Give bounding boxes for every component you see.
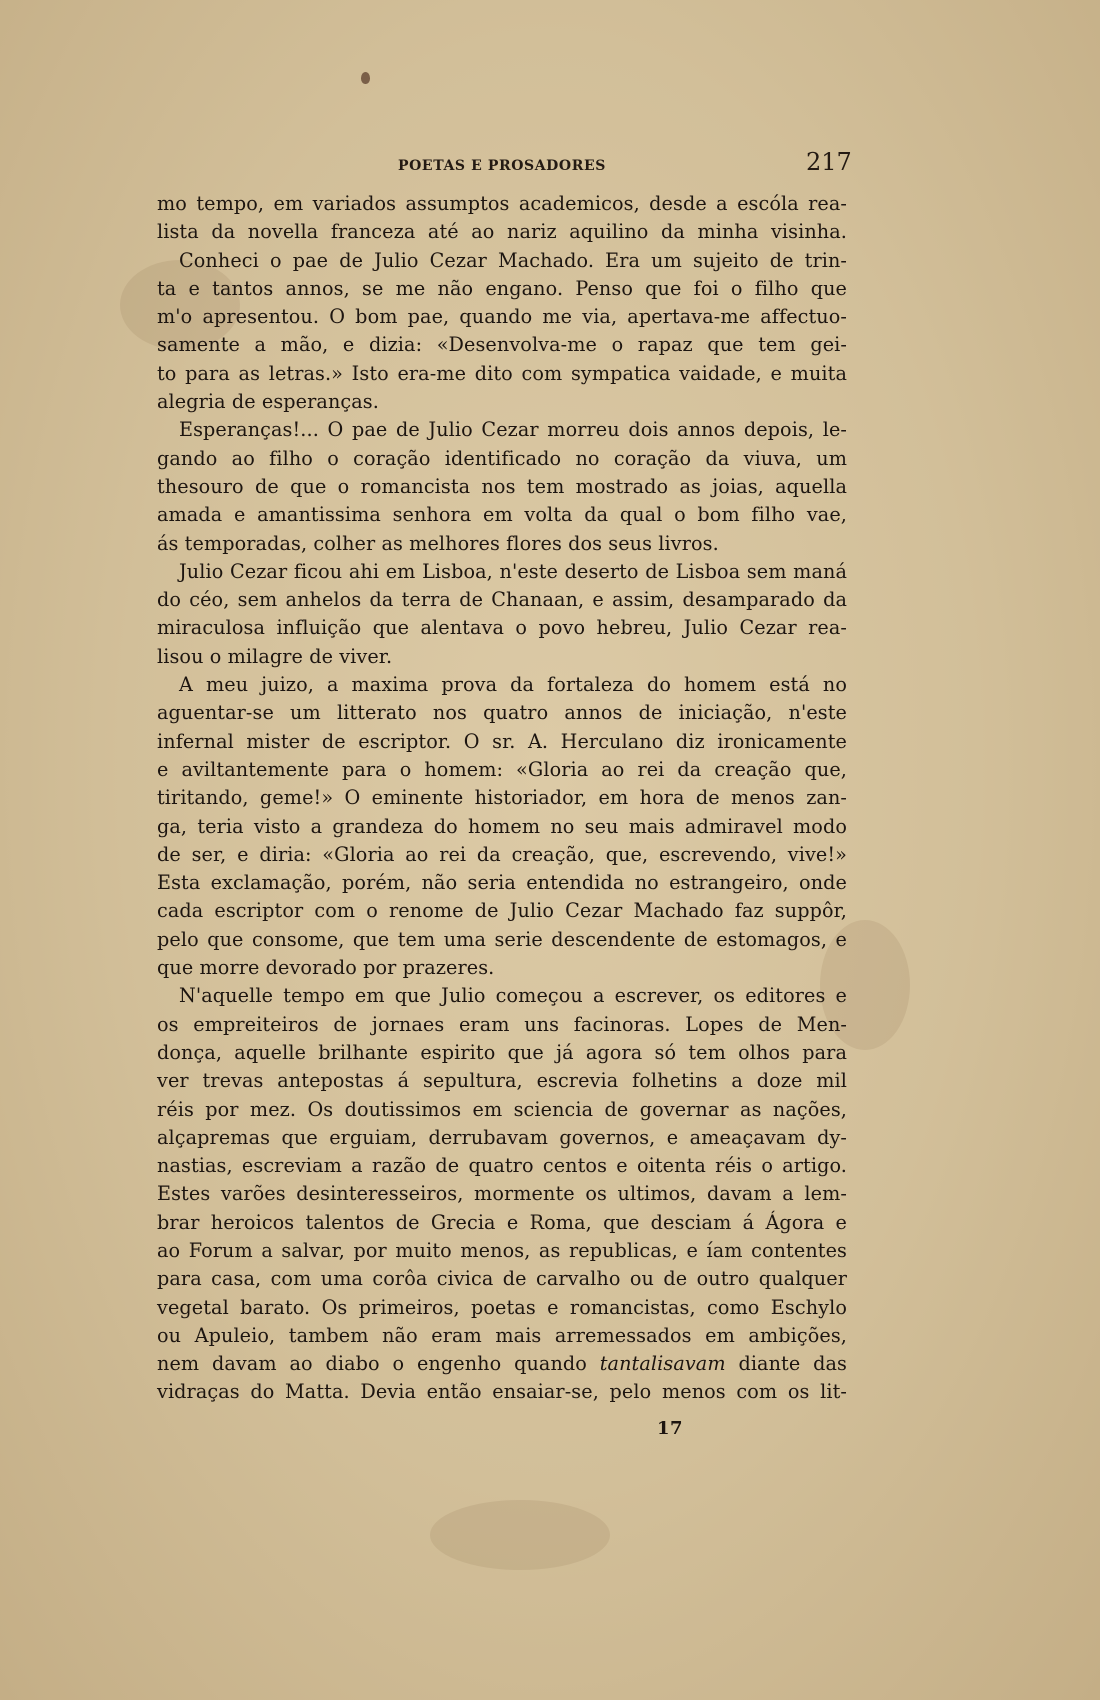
- text-segment: diante das: [725, 1352, 847, 1376]
- text-line: e aviltantemente para o homem: «Gloria ao rei da creação que,: [157, 757, 847, 781]
- text-line-with-italic: [157, 1350, 847, 1378]
- text-line: Esta exclamação, porém, não seria entendida no estrangeiro, onde: [157, 871, 847, 895]
- text-line: samente a mão, e dizia: «Desenvolva-me o rapaz que tem gei-: [157, 333, 847, 357]
- text-line: A meu juizo, a maxima prova da fortaleza do homem está no: [179, 673, 847, 697]
- text-line: cada escriptor com o renome de Julio Cezar Machado faz suppôr,: [157, 899, 847, 923]
- text-line: donça, aquelle brilhante espirito que já agora só tem olhos para: [157, 1040, 847, 1064]
- text-line: lista da novella franceza até ao nariz aquilino da minha visinha.: [157, 220, 847, 244]
- text-line: ta e tantos annos, se me não engano. Penso que foi o filho que: [157, 276, 847, 300]
- text-line: pelo que consome, que tem uma serie descendente de estomagos, e: [157, 927, 847, 951]
- text-line: do céo, sem anhelos da terra de Chanaan, e assim, desamparado da: [157, 588, 847, 612]
- text-line: lisou o milagre de viver.: [157, 644, 393, 668]
- page-header: [0, 148, 1100, 178]
- text-line: infernal mister de escriptor. O sr. A. Herculano diz ironicamente: [157, 729, 847, 753]
- text-line: brar heroicos talentos de Grecia e Roma, que desciam á Ágora e: [157, 1210, 847, 1234]
- text-line: réis por mez. Os doutissimos em sciencia de governar as nações,: [157, 1097, 847, 1121]
- text-line: ou Apuleio, tambem não eram mais arremessados em ambições,: [157, 1323, 847, 1347]
- text-line: thesouro de que o romancista nos tem mostrado as joias, aquella: [157, 474, 847, 498]
- text-line: de ser, e diria: «Gloria ao rei da creação, que, escrevendo, vive!»: [157, 842, 847, 866]
- text-line: m'o apresentou. O bom pae, quando me via, apertava-me affectuo-: [157, 305, 847, 329]
- text-line: amada e amantissima senhora em volta da qual o bom filho vae,: [157, 503, 847, 527]
- text-line: miraculosa influição que alentava o povo hebreu, Julio Cezar rea-: [157, 616, 847, 640]
- text-line: mo tempo, em variados assumptos academicos, desde a escóla rea-: [157, 192, 847, 215]
- text-line: nastias, escreviam a razão de quatro centos e oitenta réis o artigo.: [157, 1154, 847, 1178]
- text-line: ás temporadas, colher as melhores flores dos seus livros.: [157, 531, 719, 555]
- text-line: vegetal barato. Os primeiros, poetas e romancistas, como Eschylo: [157, 1295, 847, 1319]
- body-text: [157, 190, 847, 1407]
- text-line: to para as letras.» Isto era-me dito com sympatica vaidade, e muita: [157, 361, 847, 385]
- text-segment: nem davam ao diabo o engenho quando: [157, 1352, 600, 1376]
- text-line: Estes varões desinteresseiros, mormente os ultimos, davam a lem-: [157, 1182, 847, 1206]
- paper-stain: [430, 1500, 610, 1570]
- text-line: para casa, com uma corôa civica de carvalho ou de outro qualquer: [157, 1267, 847, 1291]
- signature-mark: 17: [657, 1418, 684, 1439]
- text-line: que morre devorado por prazeres.: [157, 956, 495, 980]
- page-number: 217: [806, 148, 852, 176]
- text-line: ga, teria visto a grandeza do homem no seu mais admiravel modo: [157, 814, 847, 838]
- running-head: POETAS E PROSADORES: [398, 158, 606, 174]
- text-line: os empreiteiros de jornaes eram uns facinoras. Lopes de Men-: [157, 1012, 847, 1036]
- text-line: aguentar-se um litterato nos quatro annos de iniciação, n'este: [157, 701, 847, 725]
- text-line: ao Forum a salvar, por muito menos, as republicas, e íam contentes: [157, 1238, 847, 1262]
- text-line: Conheci o pae de Julio Cezar Machado. Era um sujeito de trin-: [179, 248, 847, 272]
- ink-blot-mark: [361, 72, 370, 84]
- text-line: Julio Cezar ficou ahi em Lisboa, n'este deserto de Lisboa sem maná: [179, 559, 847, 583]
- text-line: N'aquelle tempo em que Julio começou a escrever, os editores e: [179, 984, 847, 1008]
- text-line: ver trevas antepostas á sepultura, escrevia folhetins a doze mil: [157, 1069, 847, 1093]
- italic-word: tantalisavam: [599, 1352, 726, 1376]
- text-line: alegria de esperanças.: [157, 390, 379, 414]
- text-line: gando ao filho o coração identificado no coração da viuva, um: [157, 446, 847, 470]
- text-line: vidraças do Matta. Devia então ensaiar-se, pelo menos com os lit-: [157, 1380, 847, 1404]
- text-line: Esperanças!... O pae de Julio Cezar morreu dois annos depois, le-: [179, 418, 847, 442]
- text-line: alçapremas que erguiam, derrubavam governos, e ameaçavam dy-: [157, 1125, 847, 1149]
- text-line: tiritando, geme!» O eminente historiador, em hora de menos zan-: [157, 786, 847, 810]
